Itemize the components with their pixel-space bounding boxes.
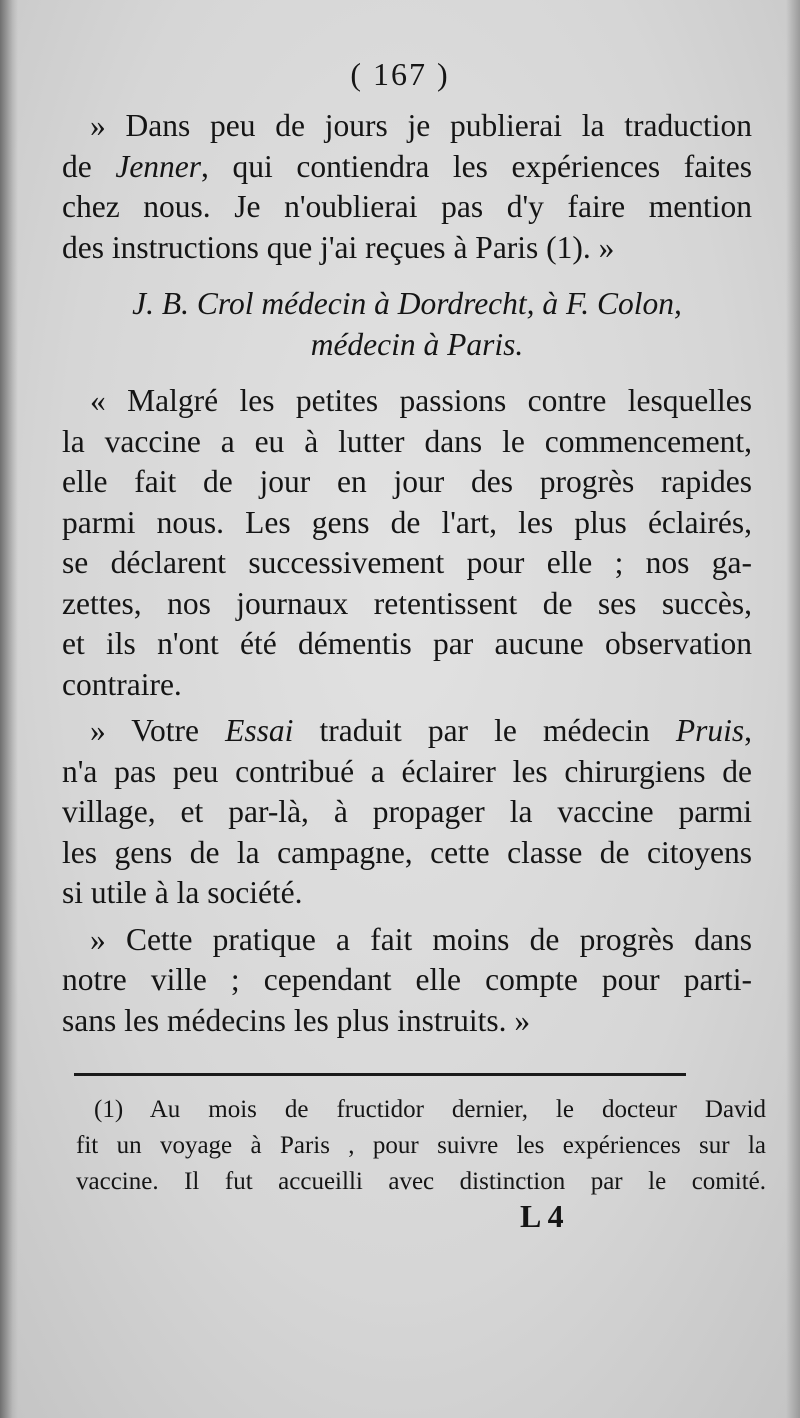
page-binding-shadow xyxy=(0,0,18,1418)
text-line: contraire. xyxy=(62,666,182,702)
footnote-line: vaccine. Il fut accueilli avec distinction par le comité. xyxy=(76,1168,766,1195)
italic-title-essai: Essai xyxy=(225,713,294,748)
text-line: » Cette pratique a fait moins de progrès dans xyxy=(90,921,752,957)
text-line: elle fait de jour en jour des progrès rapides xyxy=(62,464,752,499)
signature-mark: L 4 xyxy=(520,1198,564,1234)
italic-name-pruis: Pruis xyxy=(675,713,745,748)
letter-signature-line-2: médecin à Paris. xyxy=(310,326,524,362)
text-line: et ils n'ont été démentis par aucune observation xyxy=(62,626,752,661)
text-line: village, et par-là, à propager la vaccine parmi xyxy=(62,794,752,829)
text-line: n'a pas peu contribué a éclairer les chirurgiens de xyxy=(62,753,752,789)
text-line: chez nous. Je n'oublierai pas d'y faire mention xyxy=(62,189,752,224)
main-text xyxy=(62,106,752,1041)
text-line: » Dans peu de jours je publierai la traduction xyxy=(90,108,752,143)
text-line: se déclarent successivement pour elle ; nos ga- xyxy=(62,545,752,580)
text-line: notre ville ; cependant elle compte pour parti- xyxy=(62,962,752,997)
text-line: la vaccine a eu à lutter dans le commencement, xyxy=(62,423,752,459)
text-line: « Malgré les petites passions contre lesquelles xyxy=(90,383,752,418)
footnote-line: (1) Au mois de fructidor dernier, le docteur David xyxy=(94,1096,766,1123)
text-line: des instructions que j'ai reçues à Paris (1). » xyxy=(62,229,615,265)
footnote-line: fit un voyage à Paris , pour suivre les expériences sur la xyxy=(76,1132,766,1159)
italic-name-jenner: Jenner xyxy=(115,148,202,184)
text-line: sans les médecins les plus instruits. » xyxy=(62,1002,531,1038)
footnote xyxy=(76,1092,766,1200)
text-line: si utile à la société. xyxy=(62,875,303,910)
text-line: zettes, nos journaux retentissent de ses succès, xyxy=(62,585,752,621)
text-line: les gens de la campagne, cette classe de citoyens xyxy=(62,834,752,870)
page-edge-shadow xyxy=(786,0,800,1418)
footnote-divider xyxy=(74,1073,686,1076)
text-line: de Jenner, qui contiendra les expériences faites xyxy=(62,148,752,184)
letter-signature-line-1: J. B. Crol médecin à Dordrecht, à F. Colon, xyxy=(132,286,682,321)
text-line: parmi nous. Les gens de l'art, les plus éclairés, xyxy=(62,504,752,540)
page-number: ( 167 ) xyxy=(350,56,450,92)
text-line: » Votre Essai traduit par le médecin Pruis, xyxy=(90,713,752,748)
